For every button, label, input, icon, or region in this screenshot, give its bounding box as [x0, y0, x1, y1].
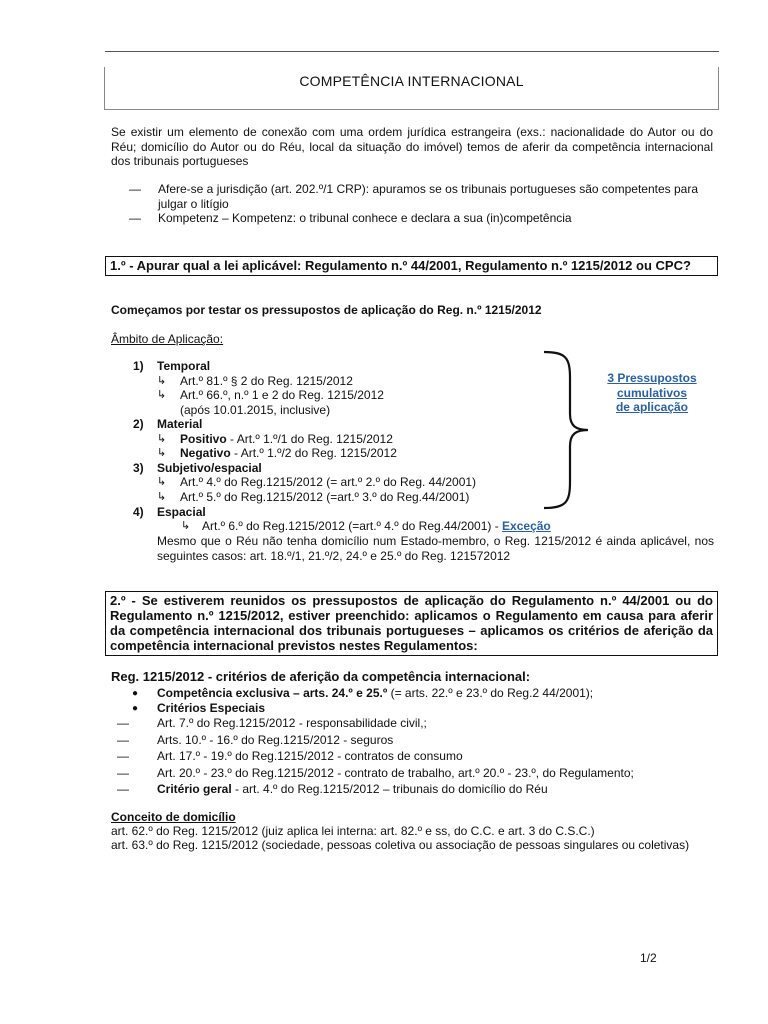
intro-dash-1: — — [129, 182, 141, 196]
item-2-a: Positivo - Art.º 1.º/1 do Reg. 1215/2012 — [180, 432, 393, 446]
step-2-box: 2.º - Se estiverem reunidos os pressupostos de aplicação do Regulamento n.º 44/2001 ou do Regulamento n.º 1215/2012, estiver preenchido: aplicamos o Regulamento em causa para aferir da competência internacional dos tribunais portugueses – aplicamos os critérios de aferição da competência internacional previstos nestes Regulamentos: — [105, 591, 718, 656]
brace-note-line-1[interactable]: 3 Pressupostos — [607, 371, 697, 385]
criteria-dash-4: — — [117, 766, 129, 780]
item-4-label: Espacial — [157, 505, 206, 519]
item-4-note: Mesmo que o Réu não tenha domicílio num Estado-membro, o Reg. 1215/2012 é ainda aplicável, nos seguintes casos: art. 18.º/1, 21.º/2, 24.º e 25.º do Reg. 121572012 — [157, 534, 714, 563]
intro-dash-2: — — [129, 211, 141, 225]
page-title: COMPETÊNCIA INTERNACIONAL — [299, 73, 524, 89]
page-number: 1/2 — [640, 951, 657, 965]
criteria-dash-1: — — [117, 716, 129, 730]
criteria-dash-2: — — [117, 733, 129, 747]
intro-item-2: Kompetenz – Kompetenz: o tribunal conhece e declara a sua (in)competência — [158, 211, 572, 225]
criteria-dash-5: — — [117, 782, 129, 796]
item-2-label: Material — [157, 417, 203, 431]
arrow-icon: ↳ — [157, 447, 167, 459]
item-1-a: Art.º 81.º § 2 do Reg. 1215/2012 — [180, 374, 353, 388]
criteria-exclusive: Competência exclusiva – arts. 24.º e 25.º (= arts. 22.º e 23.º do Reg.2 44/2001); — [157, 686, 594, 700]
arrow-icon: ↳ — [181, 520, 191, 532]
arrow-icon: ↳ — [157, 491, 167, 503]
intro-paragraph: Se existir um elemento de conexão com uma ordem jurídica estrangeira (exs.: nacionalidade do Autor ou do Réu; domicílio do Autor ou do Réu, local da situação do imóvel) temos de aferir da competência internacional dos tribunais portugueses — [111, 125, 713, 168]
curly-brace-icon — [540, 350, 592, 510]
item-3-a: Art.º 4.º do Reg.1215/2012 (= art.º 2.º do Reg. 44/2001) — [180, 475, 477, 489]
brace-note-line-3[interactable]: de aplicação — [615, 400, 689, 414]
criteria-item-3: Art. 17.º - 19.º do Reg.1215/2012 - contratos de consumo — [157, 749, 463, 763]
top-rule — [105, 51, 719, 52]
item-2-number: 2) — [133, 417, 144, 431]
item-4-a: Art.º 6.º do Reg.1215/2012 (=art.º 4.º do Reg.44/2001) - Exceção — [202, 519, 551, 533]
item-3-label: Subjetivo/espacial — [157, 461, 262, 475]
test-line: Começamos por testar os pressupostos de aplicação do Reg. n.º 1215/2012 — [111, 303, 542, 317]
item-1-b: Art.º 66.º, n.º 1 e 2 do Reg. 1215/2012 — [180, 388, 384, 402]
brace-note-line-2[interactable]: cumulativos — [616, 385, 688, 400]
item-1-label: Temporal — [157, 359, 211, 373]
domicilio-line-1: art. 62.º do Reg. 1215/2012 (juiz aplica lei interna: art. 82.º e ss, do C.C. e art. 3 do C.S.C.) — [111, 824, 595, 838]
criteria-special: Critérios Especiais — [157, 701, 266, 715]
item-1-number: 1) — [133, 359, 144, 373]
criteria-item-4: Art. 20.º - 23.º do Reg.1215/2012 - contrato de trabalho, art.º 20.º - 23.º, do Regulamento; — [157, 766, 634, 780]
criteria-heading: Reg. 1215/2012 - critérios de aferição da competência internacional: — [111, 669, 531, 684]
intro-item-1: Afere-se a jurisdição (art. 202.º/1 CRP): apuramos se os tribunais portugueses são competentes para julgar o litígio — [158, 182, 698, 211]
criteria-item-2: Arts. 10.º - 16.º do Reg.1215/2012 - seguros — [157, 733, 394, 747]
domicilio-heading: Conceito de domicílio — [111, 810, 236, 824]
brace-note — [596, 371, 708, 415]
criteria-dash-3: — — [117, 749, 129, 763]
bullet-icon: ● — [132, 688, 139, 699]
arrow-icon: ↳ — [157, 375, 167, 387]
item-3-number: 3) — [133, 461, 144, 475]
item-4-number: 4) — [133, 505, 144, 519]
criteria-item-1: Art. 7.º do Reg.1215/2012 - responsabilidade civil,; — [157, 716, 427, 730]
step-1-box: 1.º - Apurar qual a lei aplicável: Regulamento n.º 44/2001, Regulamento n.º 1215/2012 ou CPC? — [105, 256, 718, 276]
item-1-c: (após 10.01.2015, inclusive) — [180, 403, 331, 417]
item-2-b: Negativo - Art.º 1.º/2 do Reg. 1215/2012 — [180, 446, 397, 460]
bullet-icon: ● — [132, 703, 139, 714]
arrow-icon: ↳ — [157, 476, 167, 488]
item-3-b: Art.º 5.º do Reg.1215/2012 (=art.º 3.º do Reg.44/2001) — [180, 490, 470, 504]
criteria-item-5: Critério geral - art. 4.º do Reg.1215/2012 – tribunais do domicílio do Réu — [157, 782, 548, 796]
arrow-icon: ↳ — [157, 433, 167, 445]
excecao-link[interactable]: Exceção — [502, 519, 551, 533]
domicilio-line-2: art. 63.º do Reg. 1215/2012 (sociedade, pessoas coletiva ou associação de pessoas singulares ou coletivas) — [111, 838, 690, 852]
ambito-heading: Âmbito de Aplicação: — [111, 332, 224, 346]
title-box — [104, 67, 719, 110]
arrow-icon: ↳ — [157, 389, 167, 401]
